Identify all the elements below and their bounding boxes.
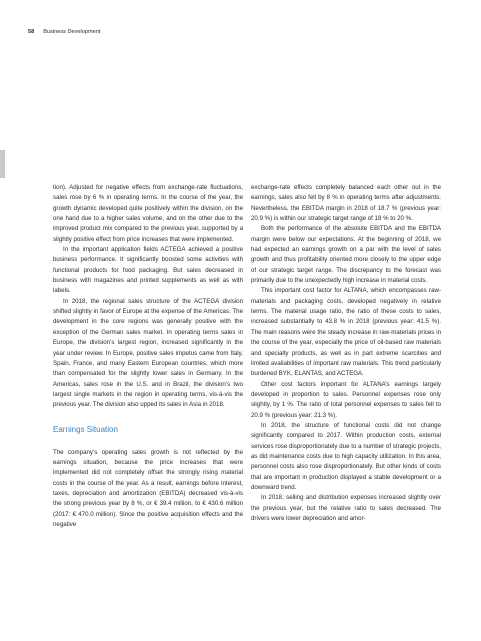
chapter-marker: [0, 150, 5, 178]
paragraph: Other cost factors important for ALTANA’s earnings largely developed in proportion to sales. Personnel expenses rose only slightly, by 1 %. The ratio of total personnel expenses to sales fell to 20.9 % (previous year: 21.3 %).: [251, 380, 441, 419]
paragraph: tion). Adjusted for negative effects from exchange-rate fluctuations, sales rose by 6 % in operating terms. In the course of the year, the growth dynamic developed quite positively within the division, on the one hand due to a higher sales volume, and on the other due to the improved product mix compared to the previous year, supported by a slightly positive effect from price increases that were implemented.: [53, 184, 243, 243]
page-header: [28, 29, 100, 35]
left-column: [53, 183, 243, 530]
paragraph: In the important application fields ACTEGA achieved a positive business performance. It significantly boosted some activities with functional products for food packaging. But sales decreased in business with magazines and printed supplements as well as with labels.: [53, 246, 243, 295]
paragraph: exchange-rate effects completely balanced each other out in the earnings, sales also fell by 8 % in operating terms after adjustments. Nevertheless, the EBITDA margin in 2018 of 18.7 % (previous year: 20.9 %) is within our strategic target range of 18 % to 20 %.: [251, 184, 441, 223]
right-column: [251, 183, 441, 524]
page-number: 58: [28, 29, 35, 35]
paragraph: This important cost factor for ALTANA, which encompasses raw-materials and packaging costs, developed negatively in relative terms. The material usage ratio, the ratio of these costs to sales, increased substantially to 43.8 % in 2018 (previous year: 41.5 %). The main reasons were the steady increase in raw-materials prices in the course of the year, especially the price of oil-based raw materials and specialty products, as well as in part extreme scarcities and limited availabilities of important raw materials. This trend particularly burdened BYK, ELANTAS, and ACTEGA.: [251, 287, 441, 378]
section-heading: Earnings Situation: [53, 424, 118, 434]
paragraph: In 2018, the regional sales structure of the ACTEGA division shifted slightly in favor of Europe at the expense of the Americas. The development in the core regions was generally positive with the exception of the German sales market. In operating terms sales in Europe, the division’s largest region, increased significantly in the year under review. In Europe, positive sales impetus came from Italy, Spain, France, and many Eastern European countries, which more than compensated for the slightly lower sales in Germany. In the Americas, sales rose in the U.S. and in Brazil, the division’s two largest single markets in the region in operating terms, vis-à-vis the previous year. The division also upped its sales in Asia in 2018.: [53, 297, 243, 409]
paragraph: Both the performance of the absolute EBITDA and the EBITDA margin were below our expectations. At the beginning of 2018, we had expected an earnings growth on a par with the level of sales growth and thus profitability oriented more closely to the upper edge of our strategic target range. The discrepancy to the forecast was primarily due to the unexpectedly high increase in material costs.: [251, 225, 441, 285]
paragraph: In 2018, the structure of functional costs did not change significantly compared to 2017. Within production costs, external services rose disproportionately due to a number of strategic projects, as did maintenance costs due to high capacity utilization. In this area, personnel costs also rose disproportionately. But other kinds of costs that are important in production displayed a stable development or a downward trend.: [251, 421, 441, 491]
section-title: Business Development: [43, 29, 101, 35]
paragraph: The company’s operating sales growth is not reflected by the earnings situation, because the price increases that were implemented did not completely offset the strongly rising material costs in the course of the year. As a result, earnings before interest, taxes, depreciation and amortization (EBITDA) decreased vis-à-vis the strong previous year by 8 %, or € 39.4 million, to € 430.6 million (2017: € 470.0 million). Since the positive acquisition effects and the negative: [53, 448, 243, 528]
paragraph: In 2018, selling and distribution expenses increased slightly over the previous year, but the relative ratio to sales decreased. The drivers were lower depreciation and amor-: [251, 494, 441, 522]
